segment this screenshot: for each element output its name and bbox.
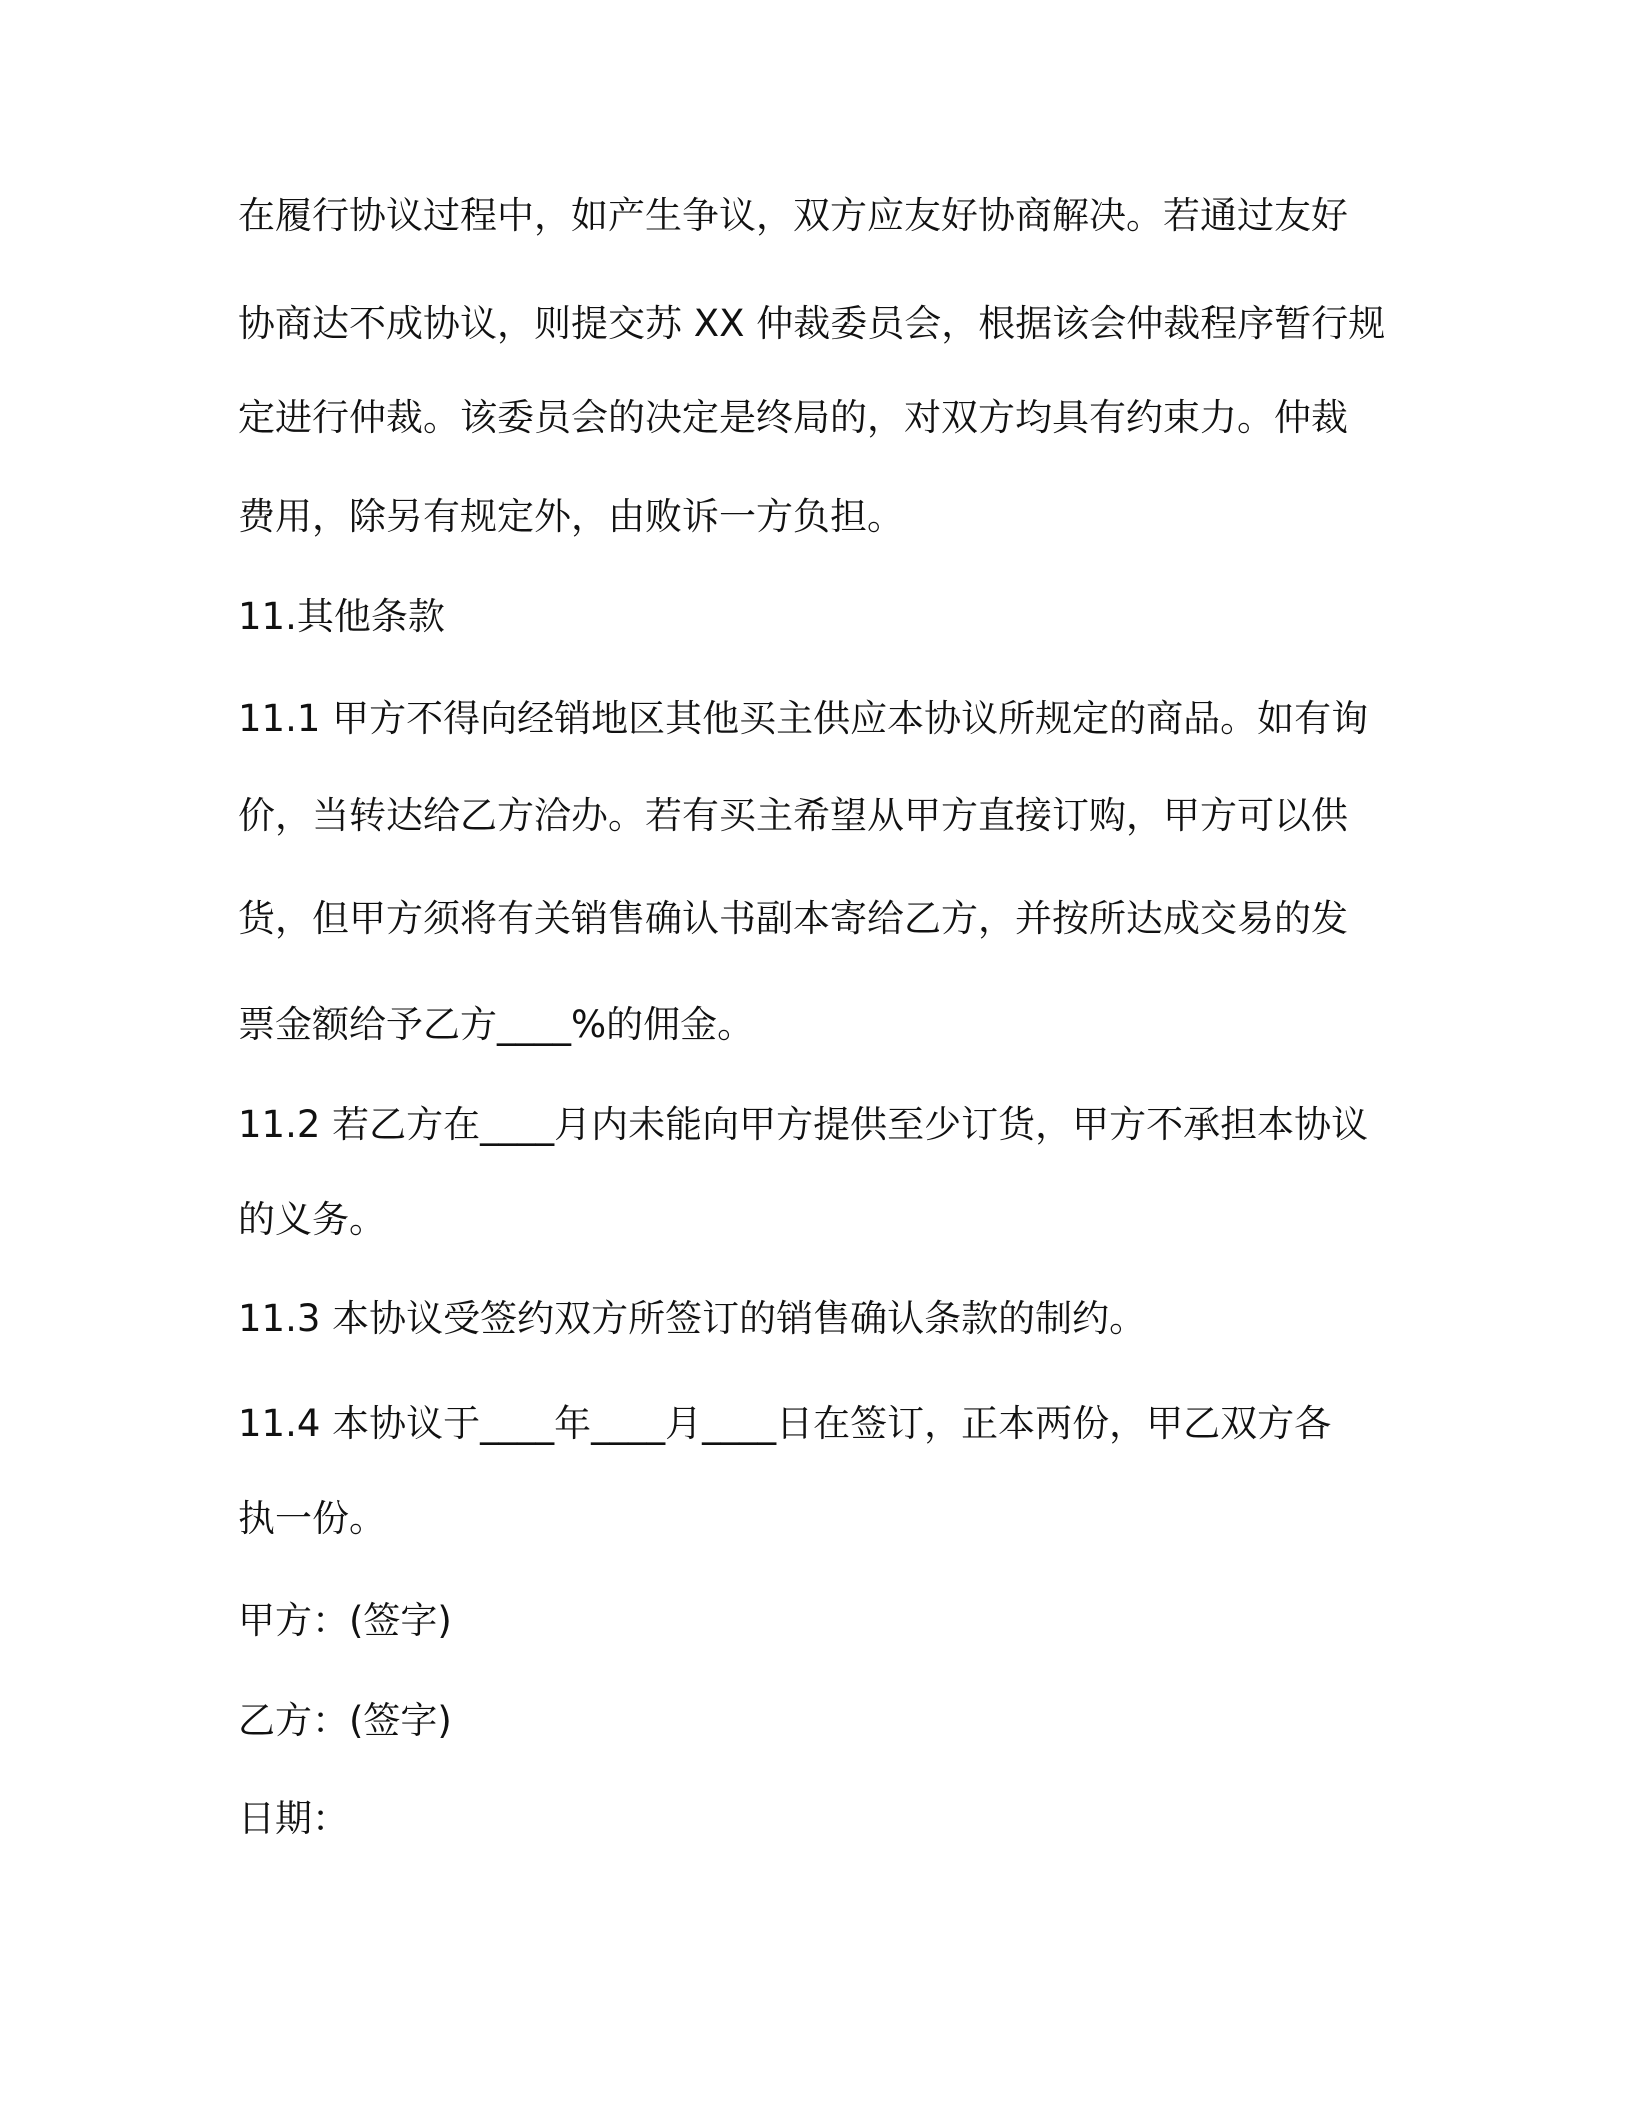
paragraph-line-3: 定进行仲裁。该委员会的决定是终局的，对双方均具有约束力。仲裁 — [238, 396, 1348, 439]
paragraph-line-1: 在履行协议过程中，如产生争议，双方应友好协商解决。若通过友好 — [238, 194, 1348, 237]
clause-11-4-line-1: 11.4 本协议于____年____月____日在签订，正本两份，甲乙双方各 — [238, 1402, 1332, 1445]
date-label: 日期： — [238, 1797, 349, 1840]
paragraph-line-4: 费用，除另有规定外，由败诉一方负担。 — [238, 495, 904, 538]
clause-11-2-line-2: 的义务。 — [238, 1198, 386, 1241]
party-a-signature: 甲方：(签字) — [238, 1599, 452, 1642]
clause-11-4-line-2: 执一份。 — [238, 1497, 386, 1540]
clause-11-3: 11.3 本协议受签约双方所签订的销售确认条款的制约。 — [238, 1297, 1147, 1340]
clause-11-1-line-3: 货，但甲方须将有关销售确认书副本寄给乙方，并按所达成交易的发 — [238, 897, 1348, 940]
clause-11-1-line-4: 票金额给予乙方____%的佣金。 — [238, 1003, 755, 1046]
clause-11-2-line-1: 11.2 若乙方在____月内未能向甲方提供至少订货，甲方不承担本协议 — [238, 1103, 1369, 1146]
clause-11-1-line-1: 11.1 甲方不得向经销地区其他买主供应本协议所规定的商品。如有询 — [238, 697, 1369, 740]
section-heading-11: 11.其他条款 — [238, 595, 445, 638]
paragraph-line-2: 协商达不成协议，则提交苏 XX 仲裁委员会，根据该会仲裁程序暂行规 — [238, 302, 1386, 345]
party-b-signature: 乙方：(签字) — [238, 1699, 452, 1742]
clause-11-1-line-2: 价，当转达给乙方洽办。若有买主希望从甲方直接订购，甲方可以供 — [238, 794, 1348, 837]
